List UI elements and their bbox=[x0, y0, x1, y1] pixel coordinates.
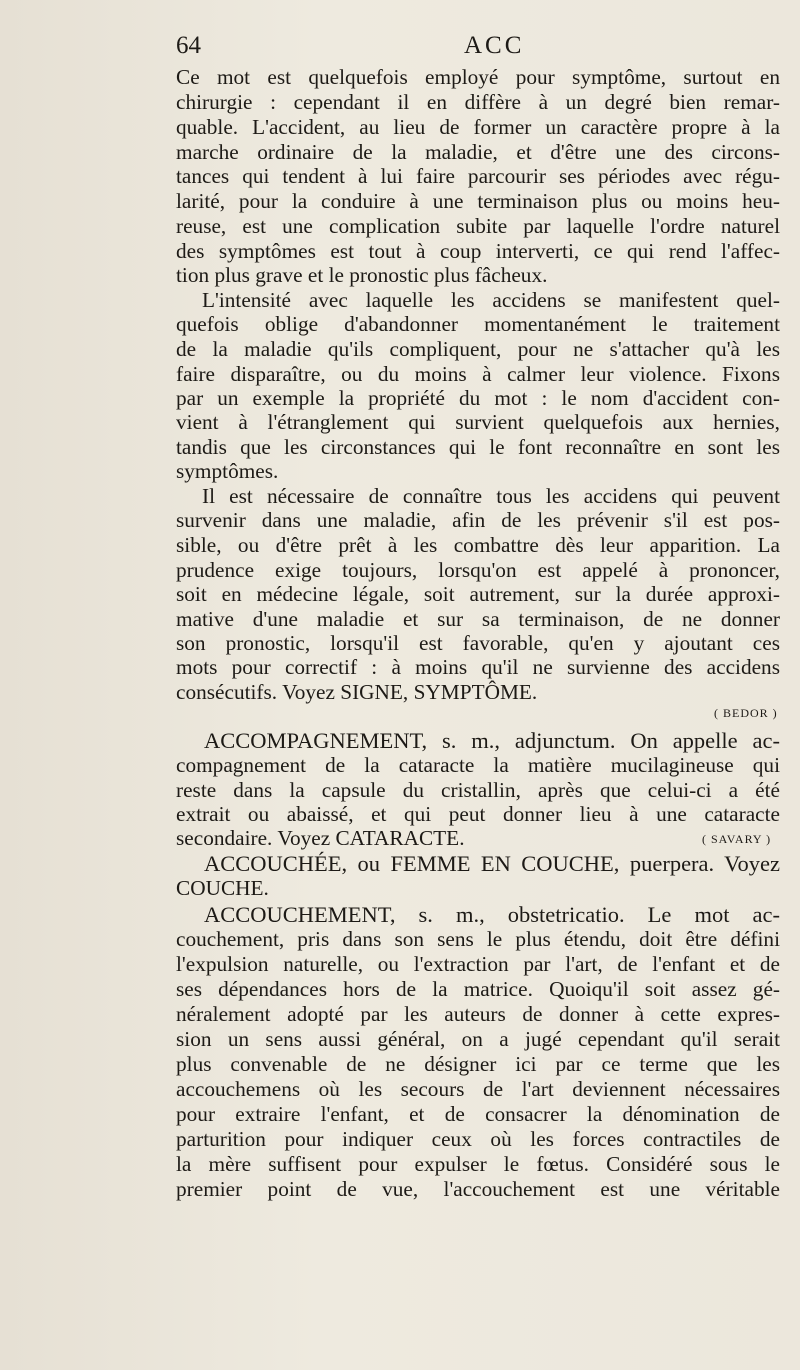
text-line: mative d'une maladie et sur sa terminaison, de ne donner bbox=[176, 607, 780, 631]
text-line: son pronostic, lorsqu'il est favorable, qu'en y ajoutant ces bbox=[176, 631, 780, 655]
text-line: tion plus grave et le pronostic plus fâcheux. bbox=[176, 263, 548, 287]
text-line: chirurgie : cependant il en diffère à un degré bien remar- bbox=[176, 90, 780, 114]
text-line: la mère suffisent pour expulser le fœtus. Considéré sous le bbox=[176, 1152, 780, 1176]
text-line: secondaire. Voyez CATARACTE. bbox=[176, 826, 465, 850]
text-line: plus convenable de ne désigner ici par ce terme que les bbox=[176, 1052, 780, 1076]
text-line: l'expulsion naturelle, ou l'extraction par l'art, de l'enfant et de bbox=[176, 952, 780, 976]
text-line: parturition pour indiquer ceux où les forces contractiles de bbox=[176, 1127, 780, 1151]
text-line: néralement adopté par les auteurs de donner à cette expres- bbox=[176, 1002, 780, 1026]
text-line: sion un sens aussi général, on a jugé cependant qu'il serait bbox=[176, 1027, 780, 1051]
text-line: extrait ou abaissé, et qui peut donner lieu à une cataracte bbox=[176, 802, 780, 826]
text-line: reste dans la capsule du cristallin, après que celui-ci a été bbox=[176, 778, 780, 802]
page-header bbox=[176, 32, 776, 64]
text-line: premier point de vue, l'accouchement est une véritable bbox=[176, 1177, 780, 1201]
text-line: tances qui tendent à lui faire parcourir ses périodes avec régu- bbox=[176, 164, 780, 188]
text-line: quefois oblige d'abandonner momentanément le traitement bbox=[176, 312, 780, 336]
text-line: prudence exige toujours, lorsqu'on est appelé à prononcer, bbox=[176, 558, 780, 582]
text-line: faire disparaître, ou du moins à calmer leur violence. Fixons bbox=[176, 362, 780, 386]
author-signature: ( SAVARY ) bbox=[702, 832, 772, 846]
text-line: reuse, est une complication subite par laquelle l'ordre naturel bbox=[176, 214, 780, 238]
text-line: couchement, pris dans son sens le plus étendu, doit être défini bbox=[176, 927, 780, 951]
text-line: soit en médecine légale, soit autrement, sur la durée approxi- bbox=[176, 582, 780, 606]
author-signature: ( BEDOR ) bbox=[714, 706, 778, 720]
text-line: vient à l'étranglement qui survient quelquefois aux hernies, bbox=[176, 410, 780, 434]
text-line: Il est nécessaire de connaître tous les accidens qui peuvent bbox=[202, 484, 780, 508]
text-line: COUCHE. bbox=[176, 876, 269, 900]
text-line: pour extraire l'enfant, et de consacrer la dénomination de bbox=[176, 1102, 780, 1126]
text-line: tandis que les circonstances qui le font reconnaître en sont les bbox=[176, 435, 780, 459]
text-line: consécutifs. Voyez SIGNE, SYMPTÔME. bbox=[176, 680, 538, 704]
text-line: compagnement de la cataracte la matière mucilagineuse qui bbox=[176, 753, 780, 777]
text-line: symptômes. bbox=[176, 459, 279, 483]
text-line: larité, pour la conduire à une terminaison plus ou moins heu- bbox=[176, 189, 780, 213]
text-line: sible, ou d'être prêt à les combattre dès leur apparition. La bbox=[176, 533, 780, 557]
text-line: marche ordinaire de la maladie, et d'être une des circons- bbox=[176, 140, 780, 164]
text-line: L'intensité avec laquelle les accidens se manifestent quel- bbox=[202, 288, 780, 312]
text-line: de la maladie qu'ils compliquent, pour ne s'attacher qu'à les bbox=[176, 337, 780, 361]
text-line: par un exemple la propriété du mot : le nom d'accident con- bbox=[176, 386, 780, 410]
entry-headline: ACCOUCHÉE, ou FEMME EN COUCHE, puerpera. Voyez bbox=[204, 851, 780, 876]
text-line: mots pour correctif : à moins qu'il ne survienne des accidens bbox=[176, 655, 780, 679]
text-line: Ce mot est quelquefois employé pour symptôme, surtout en bbox=[176, 65, 780, 89]
text-line: accouchemens où les secours de l'art deviennent nécessaires bbox=[176, 1077, 780, 1101]
text-line: des symptômes est tout à coup interverti, ce qui rend l'affec- bbox=[176, 239, 780, 263]
text-line: survenir dans une maladie, afin de les prévenir s'il est pos- bbox=[176, 508, 780, 532]
page-number: 64 bbox=[176, 32, 201, 59]
text-line: quable. L'accident, au lieu de former un caractère propre à la bbox=[176, 115, 780, 139]
entry-headline: ACCOUCHEMENT, s. m., obstetricatio. Le mot ac- bbox=[204, 902, 780, 927]
entry-headline: ACCOMPAGNEMENT, s. m., adjunctum. On appelle ac- bbox=[204, 728, 780, 753]
running-head: ACC bbox=[464, 32, 525, 59]
text-line: ses dépendances hors de la matrice. Quoiqu'il soit assez gé- bbox=[176, 977, 780, 1001]
